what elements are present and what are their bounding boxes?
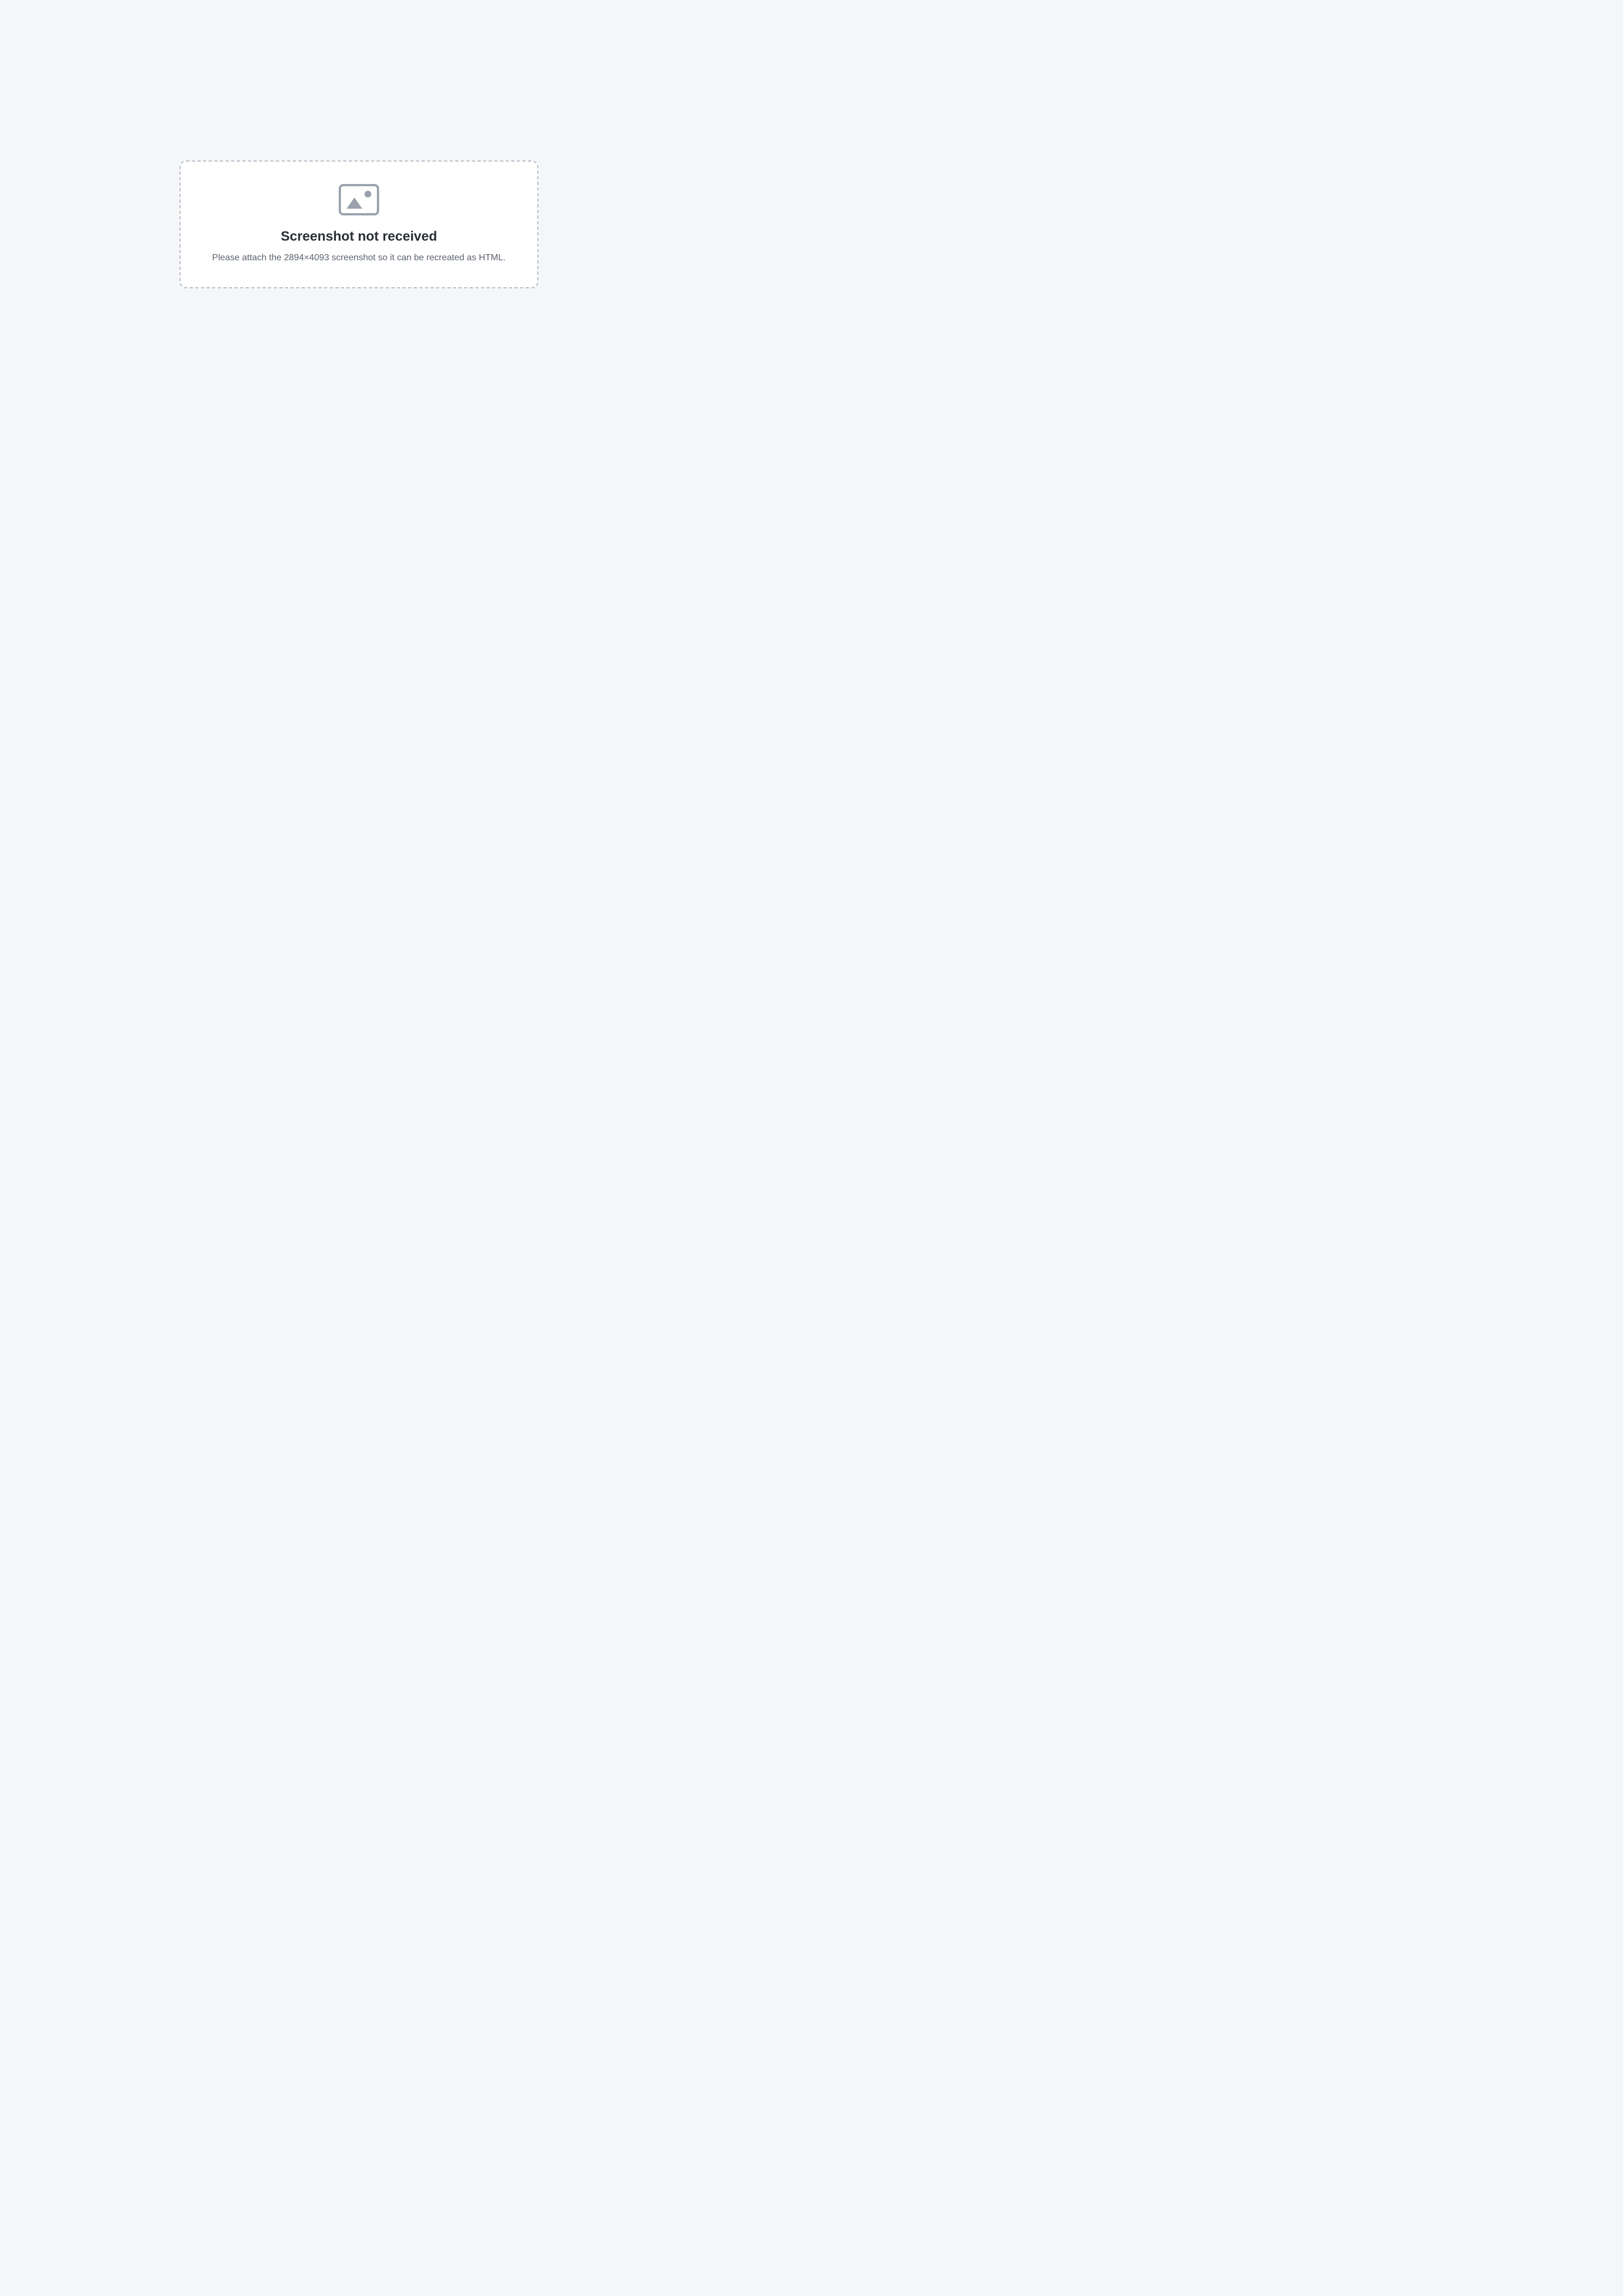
notice-title: Screenshot not received <box>280 229 437 244</box>
image-placeholder-icon <box>339 184 379 215</box>
notice-message: Please attach the 2894×4093 screenshot so it can be recreated as HTML. <box>212 253 506 263</box>
missing-image-notice <box>179 160 538 288</box>
